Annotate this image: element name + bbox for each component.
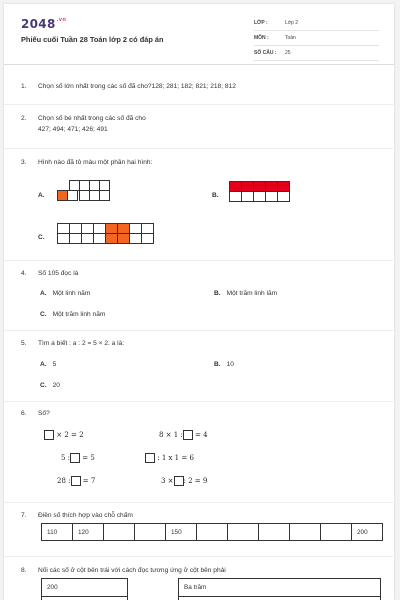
sequence-cell-blank[interactable] [290,524,321,541]
number-sequence-table [41,523,383,541]
logo-suffix: .vn [56,17,67,23]
header [4,4,394,65]
worksheet: $2048^{.vn}$ Phiếu cuối Tuần 28 Toán lớp 2 có đáp án LỚP : Lớp 2 MÔN : Toán SỐ CÂU : 25 1. Chọn số lớn nhất trong các số đã cho?128; 281; 182; 821; 218; 812 2. Chọn số bé nhất trong các số đã cho 427; 494; 471; 426; 491 3. Hình nào đã tô màu một phần hai hình: A. B. C. 4. Số 105 đọc là A. Một linh năm B. Một trăm linh lăm C. Một trăm linh năm 5. Tìm a biết : a : 2 = 5 × 2. a là: A. 5 B. 10 C. 20 6. Số? × 2 = 2 8 × 1 : = 4 5 : = 5 : 1 x 1 = 6 28 : = 7 3 × : 2 = 9 7. Điền số thích hợp vào chỗ chấm 110 120 150 200 8. Nối các số ở cột bên trái với cách đọc tương ứng ở cột bên phải 200 Ba trăm [4,4,394,600]
sequence-cell: 120 [73,524,104,541]
meta-question-count: SỐ CÂU : 25 [254,48,379,61]
divider [4,104,394,105]
q3-figure-b[interactable] [230,182,290,202]
figure-cell [141,233,154,244]
answer-box[interactable] [71,476,81,486]
divider [4,330,394,331]
divider [4,148,394,149]
answer-box[interactable] [183,430,193,440]
match-left-item[interactable] [42,597,128,600]
match-table-right [178,578,381,600]
meta-subject: MÔN : Toán [254,33,379,46]
q3-figure-a[interactable] [58,181,80,201]
q4-option-b[interactable]: B. Một trăm linh lăm [214,290,278,297]
q6-expr-3: 5 : = 5 [61,454,95,462]
answer-box[interactable] [44,430,54,440]
sequence-cell-blank[interactable] [135,524,166,541]
sequence-cell-blank[interactable] [104,524,135,541]
sequence-cell-blank[interactable] [228,524,259,541]
sequence-cell-blank[interactable] [197,524,228,541]
q4-option-a[interactable]: A. Một linh năm [40,290,91,297]
match-right-item[interactable] [179,597,381,600]
figure-cell [67,190,78,201]
sequence-cell: 150 [166,524,197,541]
figure-cell [277,191,290,202]
page-title: Phiếu cuối Tuần 28 Toán lớp 2 có đáp án [21,35,164,44]
divider [4,401,394,402]
meta-class: LỚP : Lớp 2 [254,18,379,31]
figure-cell [99,190,110,201]
sequence-cell-blank[interactable] [321,524,352,541]
q3-figure-c[interactable] [58,224,154,244]
q3-option-b-label[interactable]: B. [212,192,219,199]
match-right-item[interactable]: Ba trăm [179,579,381,597]
q6-expr-1: × 2 = 2 [44,430,84,440]
q3-option-c-label[interactable]: C. [38,234,45,241]
divider [4,260,394,261]
answer-box[interactable] [70,453,80,463]
sequence-cell: 110 [42,524,73,541]
q4-option-c[interactable]: C. Một trăm linh năm [40,311,106,318]
q5-option-c[interactable]: C. 20 [40,382,60,389]
sequence-cell-blank[interactable] [259,524,290,541]
sequence-cell: 200 [352,524,383,541]
match-left-item[interactable]: 200 [42,579,128,597]
divider [4,502,394,503]
q6-expr-6: 3 × : 2 = 9 [161,477,208,485]
q6-expr-4: : 1 x 1 = 6 [145,453,194,463]
answer-box[interactable] [174,476,184,486]
divider [4,556,394,557]
q6-expr-2: 8 × 1 : = 4 [159,431,208,439]
answer-box[interactable] [145,453,155,463]
q5-option-a[interactable]: A. 5 [40,361,57,368]
q3-option-a-label[interactable]: A. [38,192,45,199]
q6-expr-5: 28 : = 7 [57,477,96,485]
logo[interactable]: $2048^{.vn}$ [21,17,67,31]
q5-option-b[interactable]: B. 10 [214,361,234,368]
q3-figure-a-right [80,181,110,201]
match-table-left [41,578,128,600]
